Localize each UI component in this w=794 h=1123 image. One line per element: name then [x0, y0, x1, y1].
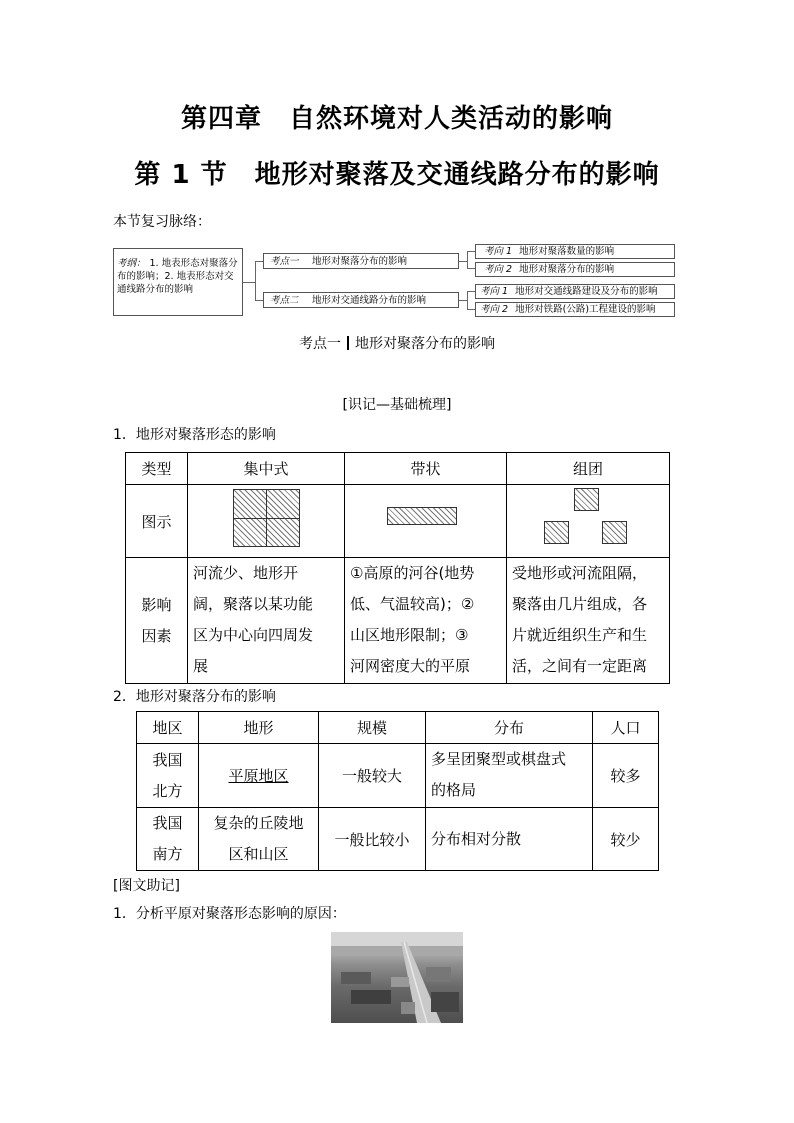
settlement-distribution-table — [136, 711, 659, 871]
cluster-factor-line: 片就近组织生产和生 — [512, 626, 648, 644]
outline-point-2 — [263, 292, 459, 308]
outline-root-box — [113, 248, 243, 316]
t2-header-population: 人口 — [593, 712, 659, 744]
strip-factor-line: 低、气温较高)；② — [350, 595, 475, 613]
strip-factor-line: 河网密度大的平原 — [350, 657, 471, 675]
chapter-title: 第四章 自然环境对人类活动的影响 — [180, 104, 613, 134]
aid-label: [图文助记] — [113, 878, 180, 894]
strip-factors — [345, 558, 507, 684]
terrain-line: 复杂的丘陵地 — [213, 814, 304, 832]
outline-point-1 — [263, 253, 459, 269]
t2-south-terrain — [199, 808, 319, 871]
cluster-factor-line: 受地形或河流阻隔， — [512, 564, 648, 582]
t2-south-region — [137, 808, 199, 871]
topic-heading-text: 地形对聚落分布的影响 — [355, 336, 495, 352]
table-row — [137, 744, 659, 808]
outline-point-2-tag: 考点二 — [270, 295, 299, 306]
concentrated-factors — [188, 558, 345, 684]
strip-factor-line: 山区地形限制；③ — [350, 626, 469, 644]
cluster-factor-line: 聚落由几片组成，各 — [512, 595, 648, 613]
region-line: 北方 — [152, 781, 183, 800]
cluster-factors — [507, 558, 670, 684]
basics-label: [识记—基础梳理] — [342, 397, 452, 413]
region-line: 我国 — [152, 814, 183, 832]
t2-header-distribution: 分布 — [426, 712, 593, 744]
settlement-form-table — [125, 452, 670, 684]
outline-root-tag: 考纲： — [117, 258, 146, 269]
distribution-line: 多呈团聚型或棋盘式 — [431, 750, 567, 768]
outline-item-1-2-tag: 考向 2 — [484, 264, 513, 275]
outline-item-2-1-text: 地形对交通线路建设及分布的影响 — [515, 286, 658, 297]
region-line: 我国 — [152, 750, 183, 769]
t2-south-population: 较少 — [593, 808, 659, 871]
aerial-plain-photo — [331, 932, 463, 1023]
distribution-line: 分布相对分散 — [431, 829, 522, 848]
t1-factor-label — [126, 558, 188, 684]
t1-header-cluster: 组团 — [507, 453, 670, 485]
terrain-line: 平原地区 — [228, 767, 289, 785]
concentrated-factor-line: 展 — [193, 657, 209, 675]
table-row — [137, 808, 659, 871]
outline-item-1-2-text: 地形对聚落分布的影响 — [519, 264, 615, 275]
concentrated-diagram — [188, 485, 345, 558]
cluster-factor-line: 活，之间有一定距离 — [512, 657, 648, 675]
review-label: 本节复习脉络： — [113, 214, 211, 230]
outline-root-text: 1. 地表形态对聚落分布的影响；2. 地表形态对交通线路分布的影响 — [117, 258, 238, 295]
outline-item-2-1-tag: 考向 1 — [480, 286, 509, 297]
concentrated-factor-line: 阔，聚落以某功能 — [193, 595, 314, 613]
topic-heading-tag: 考点一 — [299, 336, 341, 352]
outline-item-2-2 — [475, 302, 675, 317]
strip-diagram — [345, 485, 507, 558]
t2-north-distribution — [426, 744, 593, 808]
region-line: 南方 — [152, 845, 183, 863]
t1-header-concentrated: 集中式 — [188, 453, 345, 485]
question-1: 1．分析平原对聚落形态影响的原因： — [113, 906, 346, 922]
t1-factor-label-1: 影响 — [141, 595, 172, 614]
t2-header-scale: 规模 — [319, 712, 426, 744]
outline-point-1-text: 地形对聚落分布的影响 — [312, 256, 408, 267]
outline-item-2-1 — [475, 284, 675, 299]
t2-south-scale: 一般比较小 — [319, 808, 426, 871]
t2-header-region: 地区 — [137, 712, 199, 744]
t1-image-label: 图示 — [126, 485, 188, 558]
t1-header-type: 类型 — [126, 453, 188, 485]
t1-header-strip: 带状 — [345, 453, 507, 485]
outline-item-1-1 — [475, 244, 675, 259]
t2-north-population: 较多 — [593, 744, 659, 808]
t2-south-distribution — [426, 808, 593, 871]
t2-north-terrain — [199, 744, 319, 808]
t1-factor-label-2: 因素 — [141, 626, 172, 645]
terrain-line: 区和山区 — [228, 845, 289, 863]
outline-item-2-2-tag: 考向 2 — [480, 304, 509, 315]
outline-item-1-1-tag: 考向 1 — [484, 246, 513, 257]
section-title: 第 1 节 地形对聚落及交通线路分布的影响 — [134, 160, 660, 190]
t2-header-terrain: 地形 — [199, 712, 319, 744]
concentrated-factor-line: 区为中心向四周发 — [193, 626, 314, 644]
section1-heading: 1．地形对聚落形态的影响 — [113, 427, 276, 443]
distribution-line: 的格局 — [431, 781, 477, 799]
t2-north-scale: 一般较大 — [319, 744, 426, 808]
outline-point-1-tag: 考点一 — [270, 256, 299, 267]
outline-point-2-text: 地形对交通线路分布的影响 — [312, 295, 427, 306]
outline-item-2-2-text: 地形对铁路(公路)工程建设的影响 — [515, 304, 656, 315]
concentrated-factor-line: 河流少、地形开 — [193, 564, 299, 582]
section2-heading: 2．地形对聚落分布的影响 — [113, 689, 276, 705]
topic-heading — [0, 333, 794, 353]
strip-factor-line: ①高原的河谷(地势 — [350, 564, 475, 582]
outline-item-1-1-text: 地形对聚落数量的影响 — [519, 246, 615, 257]
outline-item-1-2 — [475, 262, 675, 277]
cluster-diagram — [507, 485, 670, 558]
t2-north-region — [137, 744, 199, 808]
